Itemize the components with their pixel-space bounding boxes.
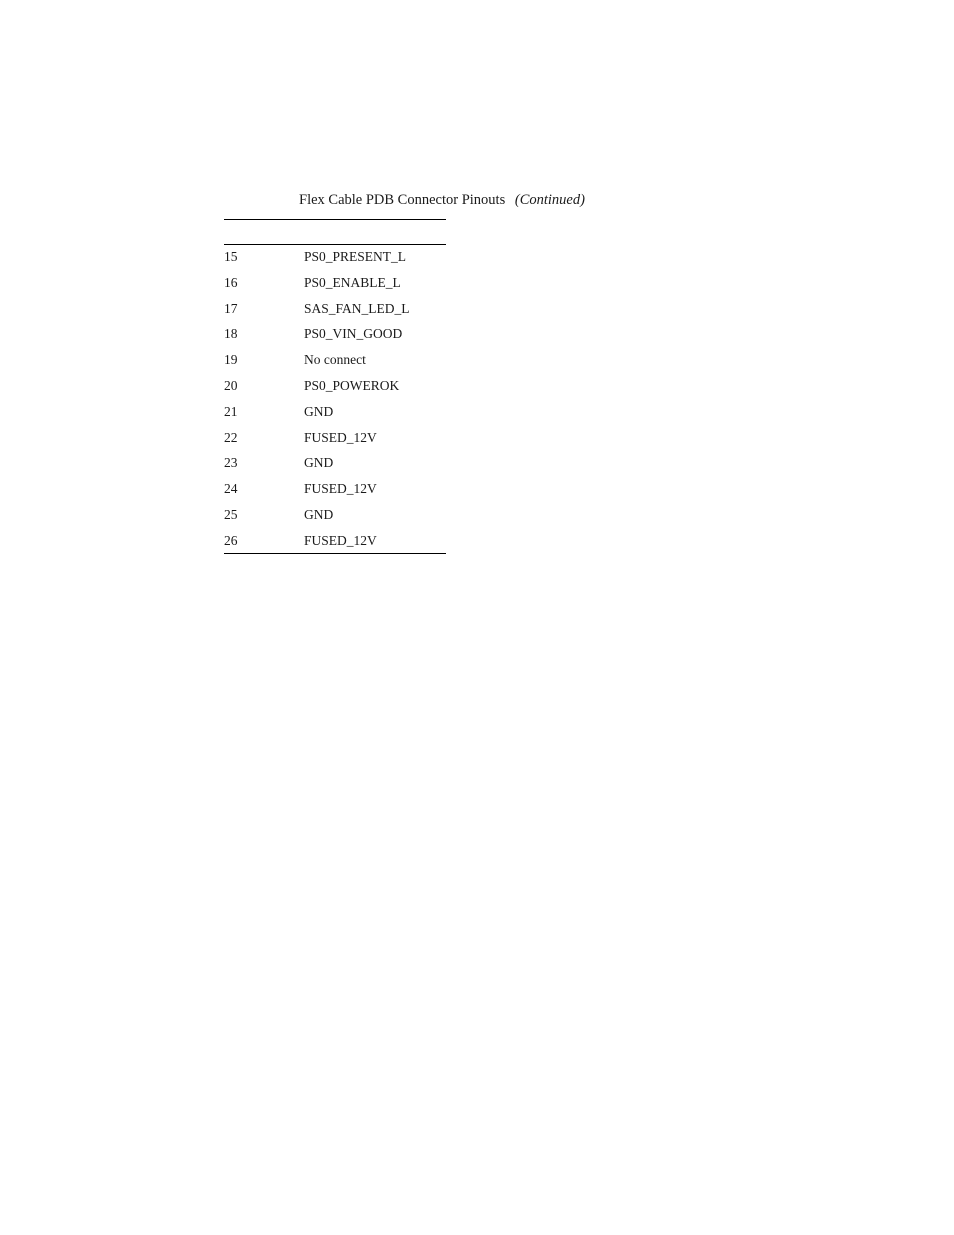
signal-name: PS0_POWEROK (304, 377, 400, 393)
signal-name: FUSED_12V (304, 429, 377, 445)
table-caption (299, 190, 585, 210)
pin-number: 18 (224, 326, 238, 342)
signal-name: No connect (304, 352, 366, 368)
signal-name: FUSED_12V (304, 532, 377, 548)
table-row (224, 245, 446, 271)
table-row (224, 477, 446, 503)
table-row (224, 348, 446, 374)
pin-number: 15 (224, 249, 238, 264)
table-title: Flex Cable PDB Connector Pinouts (299, 192, 506, 208)
signal-name: SAS_FAN_LED_L (304, 300, 410, 316)
pin-number: 16 (224, 274, 238, 290)
pin-number: 22 (224, 429, 238, 445)
table-row (224, 451, 446, 477)
table-row (224, 529, 446, 555)
table-row (224, 297, 446, 323)
pin-number: 19 (224, 352, 238, 368)
table-row (224, 374, 446, 400)
pin-number: 21 (224, 403, 238, 419)
signal-name: GND (304, 455, 334, 471)
signal-name: GND (304, 506, 334, 522)
pin-number: 20 (224, 377, 238, 393)
pin-number: 23 (224, 455, 238, 471)
table-row (224, 271, 446, 297)
pin-number: 26 (224, 532, 238, 548)
table-row (224, 426, 446, 452)
table-bottom-rule (224, 553, 446, 554)
pin-number: 17 (224, 300, 238, 316)
signal-name: FUSED_12V (304, 481, 377, 497)
signal-name: PS0_ENABLE_L (304, 274, 401, 290)
continued-label: (Continued) (514, 192, 585, 208)
signal-name: GND (304, 403, 334, 419)
signal-name: PS0_VIN_GOOD (304, 326, 403, 342)
table-row (224, 322, 446, 348)
table-row (224, 400, 446, 426)
signal-name: PS0_PRESENT_L (304, 249, 407, 264)
pin-number: 25 (224, 506, 238, 522)
table-row (224, 503, 446, 529)
pinout-table-body (224, 245, 446, 555)
pin-number: 24 (224, 481, 238, 497)
table-top-rule (224, 219, 446, 220)
